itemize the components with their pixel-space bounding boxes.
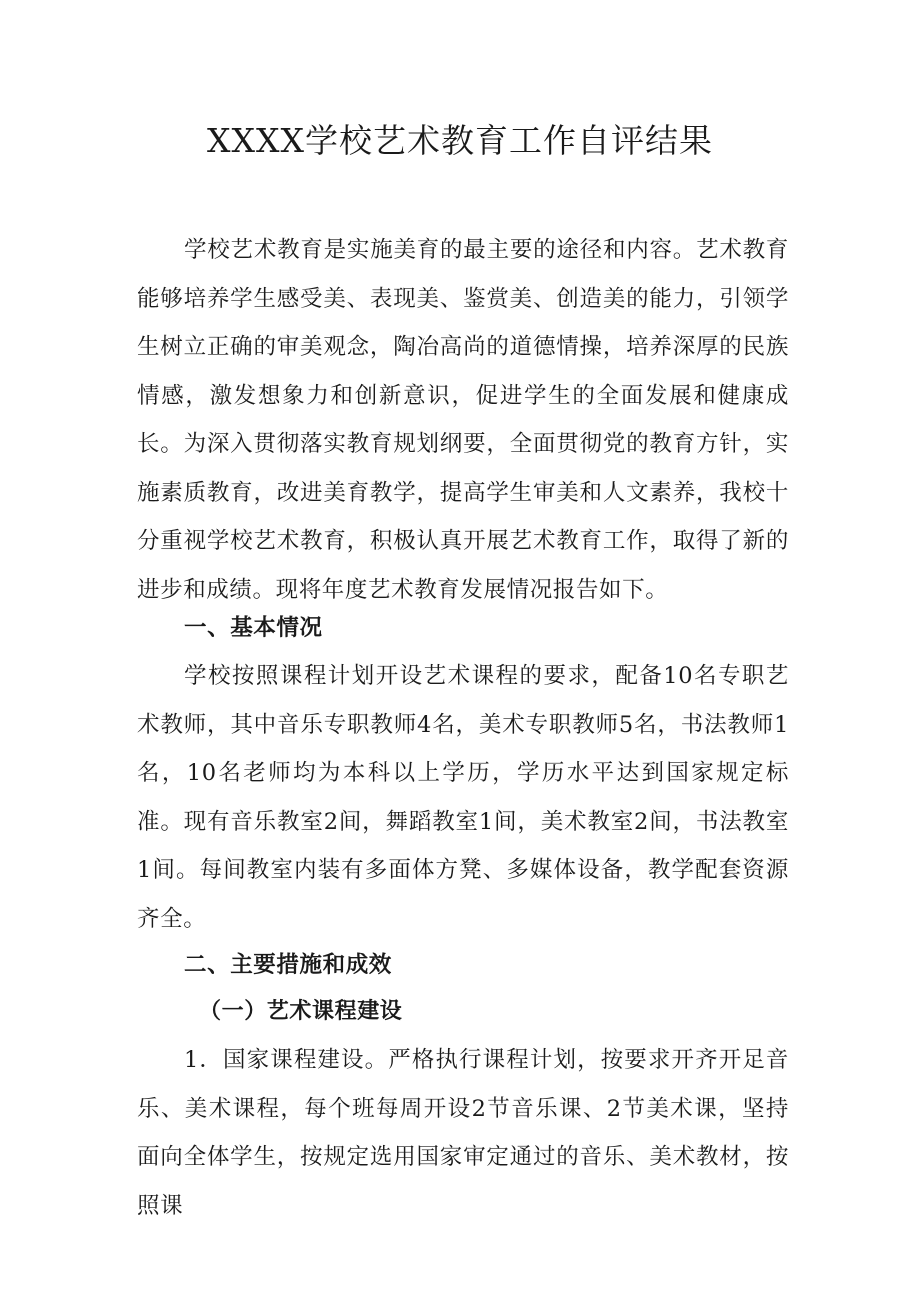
section-heading-basic-situation: 一、基本情况 — [184, 615, 323, 641]
section-heading-measures-results: 二、主要措施和成效 — [184, 952, 392, 978]
document-title: XXXX学校艺术教育工作自评结果 — [207, 121, 713, 160]
subsection-heading-art-curriculum: （一）艺术课程建设 — [199, 999, 403, 1024]
intro-paragraph: 学校艺术教育是实施美育的最主要的途径和内容。艺术教育能够培养学生感受美、表现美、鉴赏美、创造美的能力，引领学生树立正确的审美观念，陶冶高尚的道德情操，培养深厚的民族情感，激发想象力和创新意识，促进学生的全面发展和健康成长。为深入贯彻落实教育规划纲要，全面贯彻党的教育方针，实施素质教育，改进美育教学，提高学生审美和人文素养，我校十分重视学校艺术教育，积极认真开展艺术教育工作，取得了新的进步和成绩。现将年度艺术教育发展情况报告如下。 — [137, 237, 789, 603]
basic-situation-paragraph: 学校按照课程计划开设艺术课程的要求，配备10名专职艺术教师，其中音乐专职教师4名，美术专职教师5名，书法教师1名，10名老师均为本科以上学历，学历水平达到国家规定标准。现有音乐教室2间，舞蹈教室1间，美术教室2间，书法教室1间。每间教室内装有多面体方凳、多媒体设备，教学配套资源齐全。 — [137, 663, 789, 932]
national-curriculum-paragraph: 1．国家课程建设。严格执行课程计划，按要求开齐开足音乐、美术课程，每个班每周开设2节音乐课、2节美术课，坚持面向全体学生，按规定选用国家审定通过的音乐、美术教材，按照课 — [137, 1047, 789, 1219]
